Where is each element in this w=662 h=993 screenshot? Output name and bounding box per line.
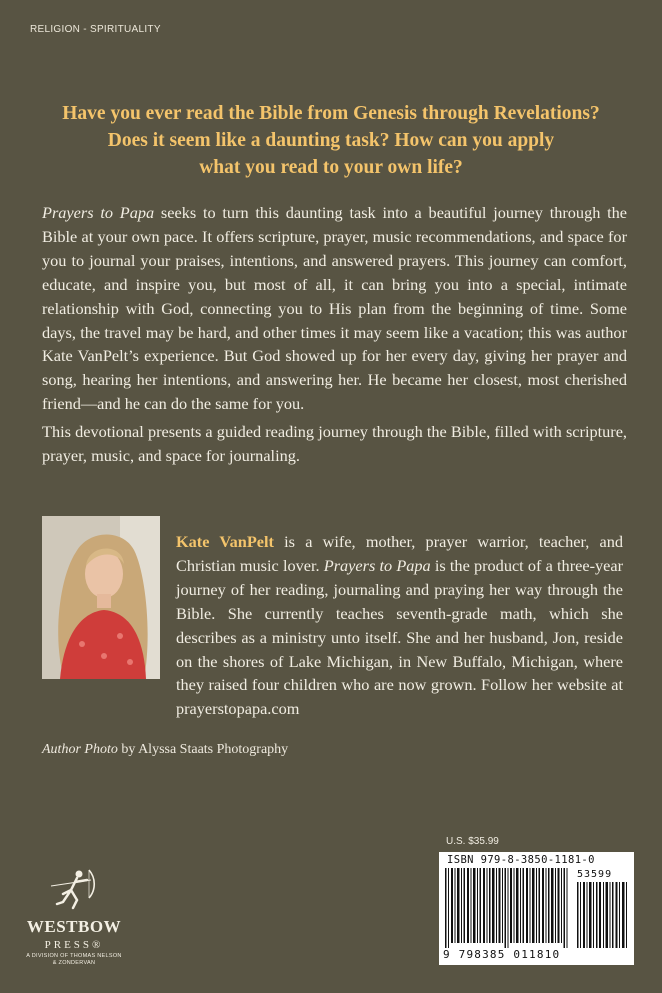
publisher-division-line-1: A DIVISION OF THOMAS NELSON (26, 953, 122, 959)
isbn-barcode (439, 852, 634, 965)
headline-line-1: Have you ever read the Bible from Genesis through Revelations? (62, 103, 600, 124)
barcode-addon-digits: 53599 (577, 869, 613, 880)
category-label: RELIGION - SPIRITUALITY (30, 24, 161, 35)
headline (60, 100, 602, 181)
author-bio (176, 530, 623, 721)
publisher-division (24, 953, 124, 967)
isbn-text: ISBN 979-8-3850-1181-0 (447, 854, 595, 866)
author-bio-book-title: Prayers to Papa (323, 555, 431, 575)
photo-credit (42, 742, 288, 758)
price-label: U.S. $35.99 (446, 836, 499, 847)
headline-line-3: what you read to your own life? (199, 157, 463, 178)
author-bio-text-2: is the product of a three-year journey of her reading, journaling and praying her way through the Bible. She currently teaches seventh-grade math, which she describes as a ministry unto itself. She and her husband, Jon, reside on the shores of Lake Michigan, in New Buffalo, Michigan, where they raised four children who are now grown. Follow her website at prayerstopapa.com (176, 555, 624, 719)
archer-icon (49, 868, 99, 910)
author-name: Kate VanPelt (176, 532, 274, 551)
publisher-press: PRESS® (44, 939, 104, 951)
publisher-division-line-2: & ZONDERVAN (52, 960, 96, 966)
description-paragraph-2: This devotional presents a guided reading journey through the Bible, filled with scripture, prayer, music, and space for journaling. (42, 422, 627, 465)
photo-credit-text: by Alyssa Staats Photography (117, 742, 289, 757)
author-bio-text-1: is a wife, mother, prayer warrior, teacher, and Christian music lover. (176, 532, 623, 575)
publisher-name: WESTBOW (26, 917, 122, 936)
description-text: seeks to turn this daunting task into a beautiful journey through the Bible at your own pace. It offers scripture, prayer, music recommendations, and space for you to journal your praises, intentions, and answered prayers. This journey can comfort, educate, and inspire you, but most of all, it can bring you into a special, intimate relationship with God, connecting you to His plan from the beginning of time. Some days, the travel may be hard, and other times it may seem like a vacation; this was author Kate VanPelt’s experience. But God showed up for her every day, giving her prayer and song, hearing her intentions, and answering her. He became her closest, most cherished friend—and he can do the same for you. (42, 203, 628, 414)
author-portrait-illustration (42, 516, 160, 679)
book-title-italic: Prayers to Papa (42, 203, 155, 222)
publisher-logo (24, 868, 124, 967)
barcode-digits: 9 798385 011810 (443, 948, 561, 961)
description-paragraph-1 (42, 201, 627, 416)
headline-line-2: Does it seem like a daunting task? How can you apply (107, 130, 555, 151)
photo-credit-label: Author Photo (42, 742, 118, 757)
author-photo (42, 516, 160, 679)
